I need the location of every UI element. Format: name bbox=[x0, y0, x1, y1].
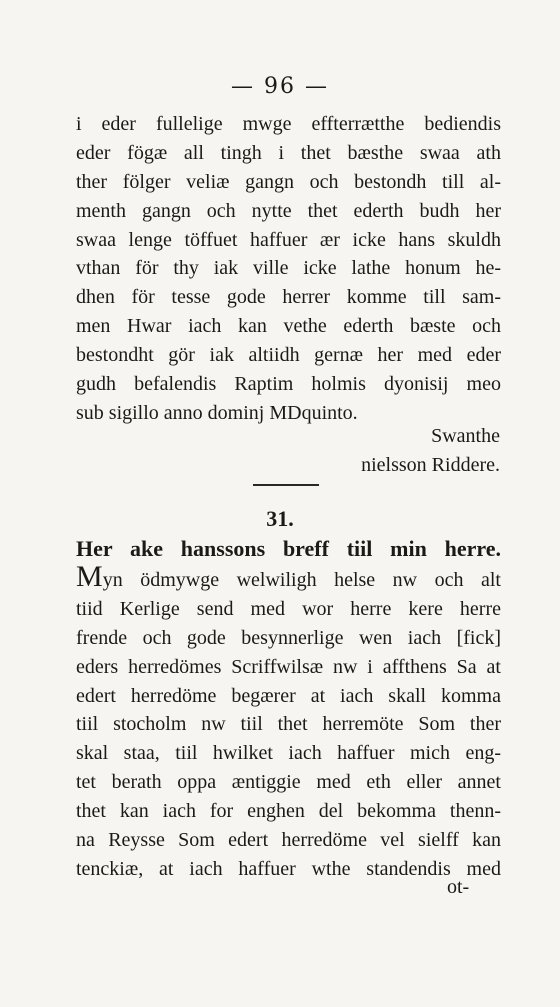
text-line: tiil stocholm nw tiil thet herremöte Som ther bbox=[76, 713, 501, 736]
text-line: dhen för tesse gode herrer komme till sam- bbox=[76, 286, 501, 309]
text-line: gudh befalendis Raptim holmis dyonisij meo bbox=[76, 373, 501, 396]
section-title: Her ake hanssons breff tiil min herre. bbox=[76, 536, 501, 561]
text-line: thet kan iach for enghen del bekomma thenn- bbox=[76, 800, 501, 823]
text-line: na Reysse Som edert herredöme vel sielff kan bbox=[76, 829, 501, 852]
text-line: frende och gode besynnerlige wen iach [fick] bbox=[76, 626, 501, 649]
page-number: — 96 — bbox=[231, 74, 329, 99]
text-line: edert herredöme begærer at iach skall komma bbox=[76, 684, 501, 707]
letter-body-paragraph bbox=[76, 560, 501, 884]
text-line: menth gangn och nytte thet ederth budh her bbox=[76, 199, 501, 222]
text-line-first bbox=[76, 560, 501, 595]
signature-line: nielsson Riddere. bbox=[361, 454, 500, 476]
text-line: swaa lenge töffuet haffuer ær icke hans skuldh bbox=[76, 228, 501, 251]
text-line: i eder fullelige mwge effterrætthe bediendis bbox=[76, 113, 501, 135]
drop-capital: M bbox=[76, 560, 103, 593]
text-line: skal staa, tiil hwilket iach haffuer mich eng- bbox=[76, 742, 501, 765]
text-line: tet berath oppa æntiggie med eth eller annet bbox=[76, 771, 501, 794]
text-line: eders herredömes Scriffwilsæ nw i affthens Sa at bbox=[76, 655, 501, 678]
text-line: eder fögæ all tingh i thet bæsthe swaa ath bbox=[76, 141, 501, 164]
signature bbox=[361, 422, 500, 480]
catchword: ot- bbox=[447, 876, 470, 898]
text-line: bestondht gör iak altiidh gernæ her med eder bbox=[76, 344, 501, 367]
signature-line: Swanthe bbox=[431, 425, 500, 447]
text-line: tenckiæ, at iach haffuer wthe standendis med bbox=[76, 857, 501, 880]
text-line: vthan för thy iak ville icke lathe honum he- bbox=[76, 257, 501, 280]
section-number: 31. bbox=[266, 506, 294, 531]
text-line-first-rest: yn ödmywge welwiligh helse nw och alt bbox=[102, 569, 501, 591]
text-line: men Hwar iach kan vethe ederth bæste och bbox=[76, 315, 501, 338]
section-divider bbox=[253, 484, 319, 486]
text-line: ther fölger veliæ gangn och bestondh till al- bbox=[76, 170, 501, 193]
text-line: sub sigillo anno dominj MDquinto. bbox=[76, 401, 358, 424]
letter-end-paragraph bbox=[76, 110, 501, 428]
text-line: tiid Kerlige send med wor herre kere herre bbox=[76, 597, 501, 620]
